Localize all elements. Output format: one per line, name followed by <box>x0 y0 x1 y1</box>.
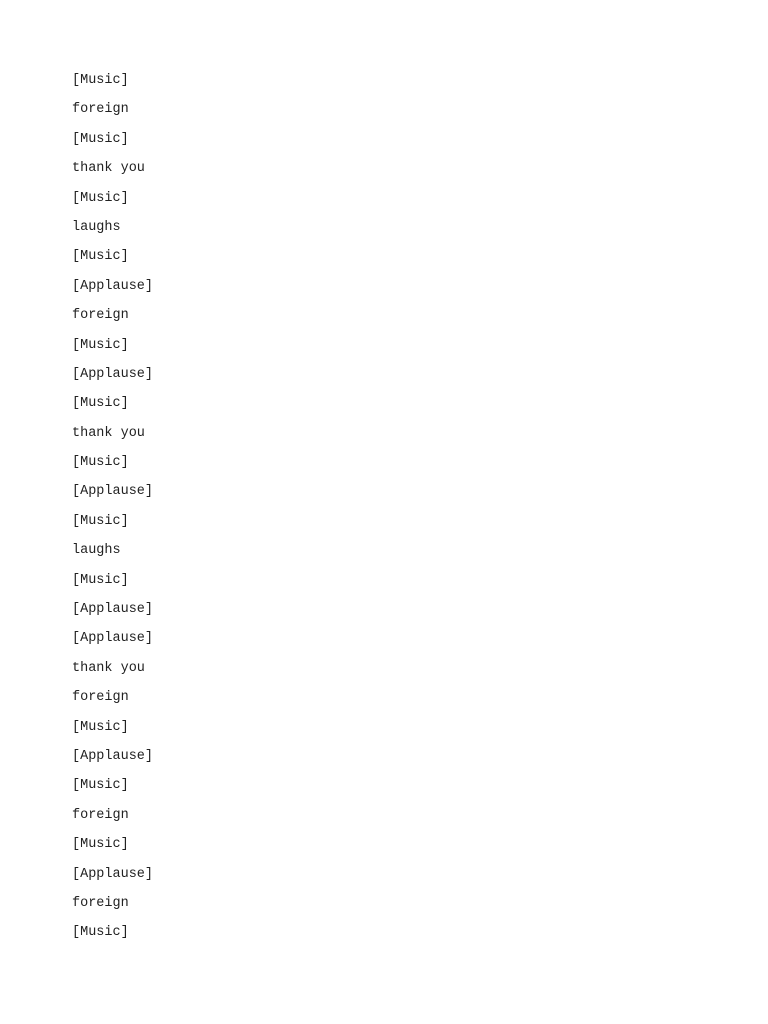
transcript-line: [Music] <box>72 837 129 853</box>
transcript-line: [Music] <box>72 572 129 588</box>
transcript-line: [Music] <box>72 455 129 471</box>
transcript-line: foreign <box>72 895 129 911</box>
transcript-line: [Music] <box>72 73 129 88</box>
transcript-line: [Music] <box>72 190 129 206</box>
transcript-line: foreign <box>72 102 129 118</box>
transcript-line: [Applause] <box>72 278 154 294</box>
transcript-line: [Applause] <box>72 484 154 500</box>
transcript-line: [Music] <box>72 925 129 941</box>
transcript-line: [Music] <box>72 249 129 265</box>
transcript-line: [Music] <box>72 719 129 735</box>
transcript-line: foreign <box>72 308 129 324</box>
transcript-line: thank you <box>72 161 145 177</box>
transcript-line: [Music] <box>72 396 129 412</box>
transcript-line: [Applause] <box>72 748 154 764</box>
transcript-line: foreign <box>72 807 129 823</box>
transcript-list <box>72 66 768 948</box>
transcript-line: [Applause] <box>72 631 154 647</box>
transcript-line: thank you <box>72 660 145 676</box>
transcript-line: [Applause] <box>72 866 154 882</box>
transcript-line: foreign <box>72 690 129 706</box>
transcript-line: [Music] <box>72 513 129 529</box>
transcript-line: laughs <box>72 543 121 559</box>
transcript-line: laughs <box>72 219 121 235</box>
transcript-line: [Applause] <box>72 366 154 382</box>
transcript-line: [Applause] <box>72 602 154 618</box>
transcript-line: [Music] <box>72 337 129 353</box>
transcript-line: [Music] <box>72 131 129 147</box>
transcript-line: thank you <box>72 425 145 441</box>
transcript-line: [Music] <box>72 778 129 794</box>
